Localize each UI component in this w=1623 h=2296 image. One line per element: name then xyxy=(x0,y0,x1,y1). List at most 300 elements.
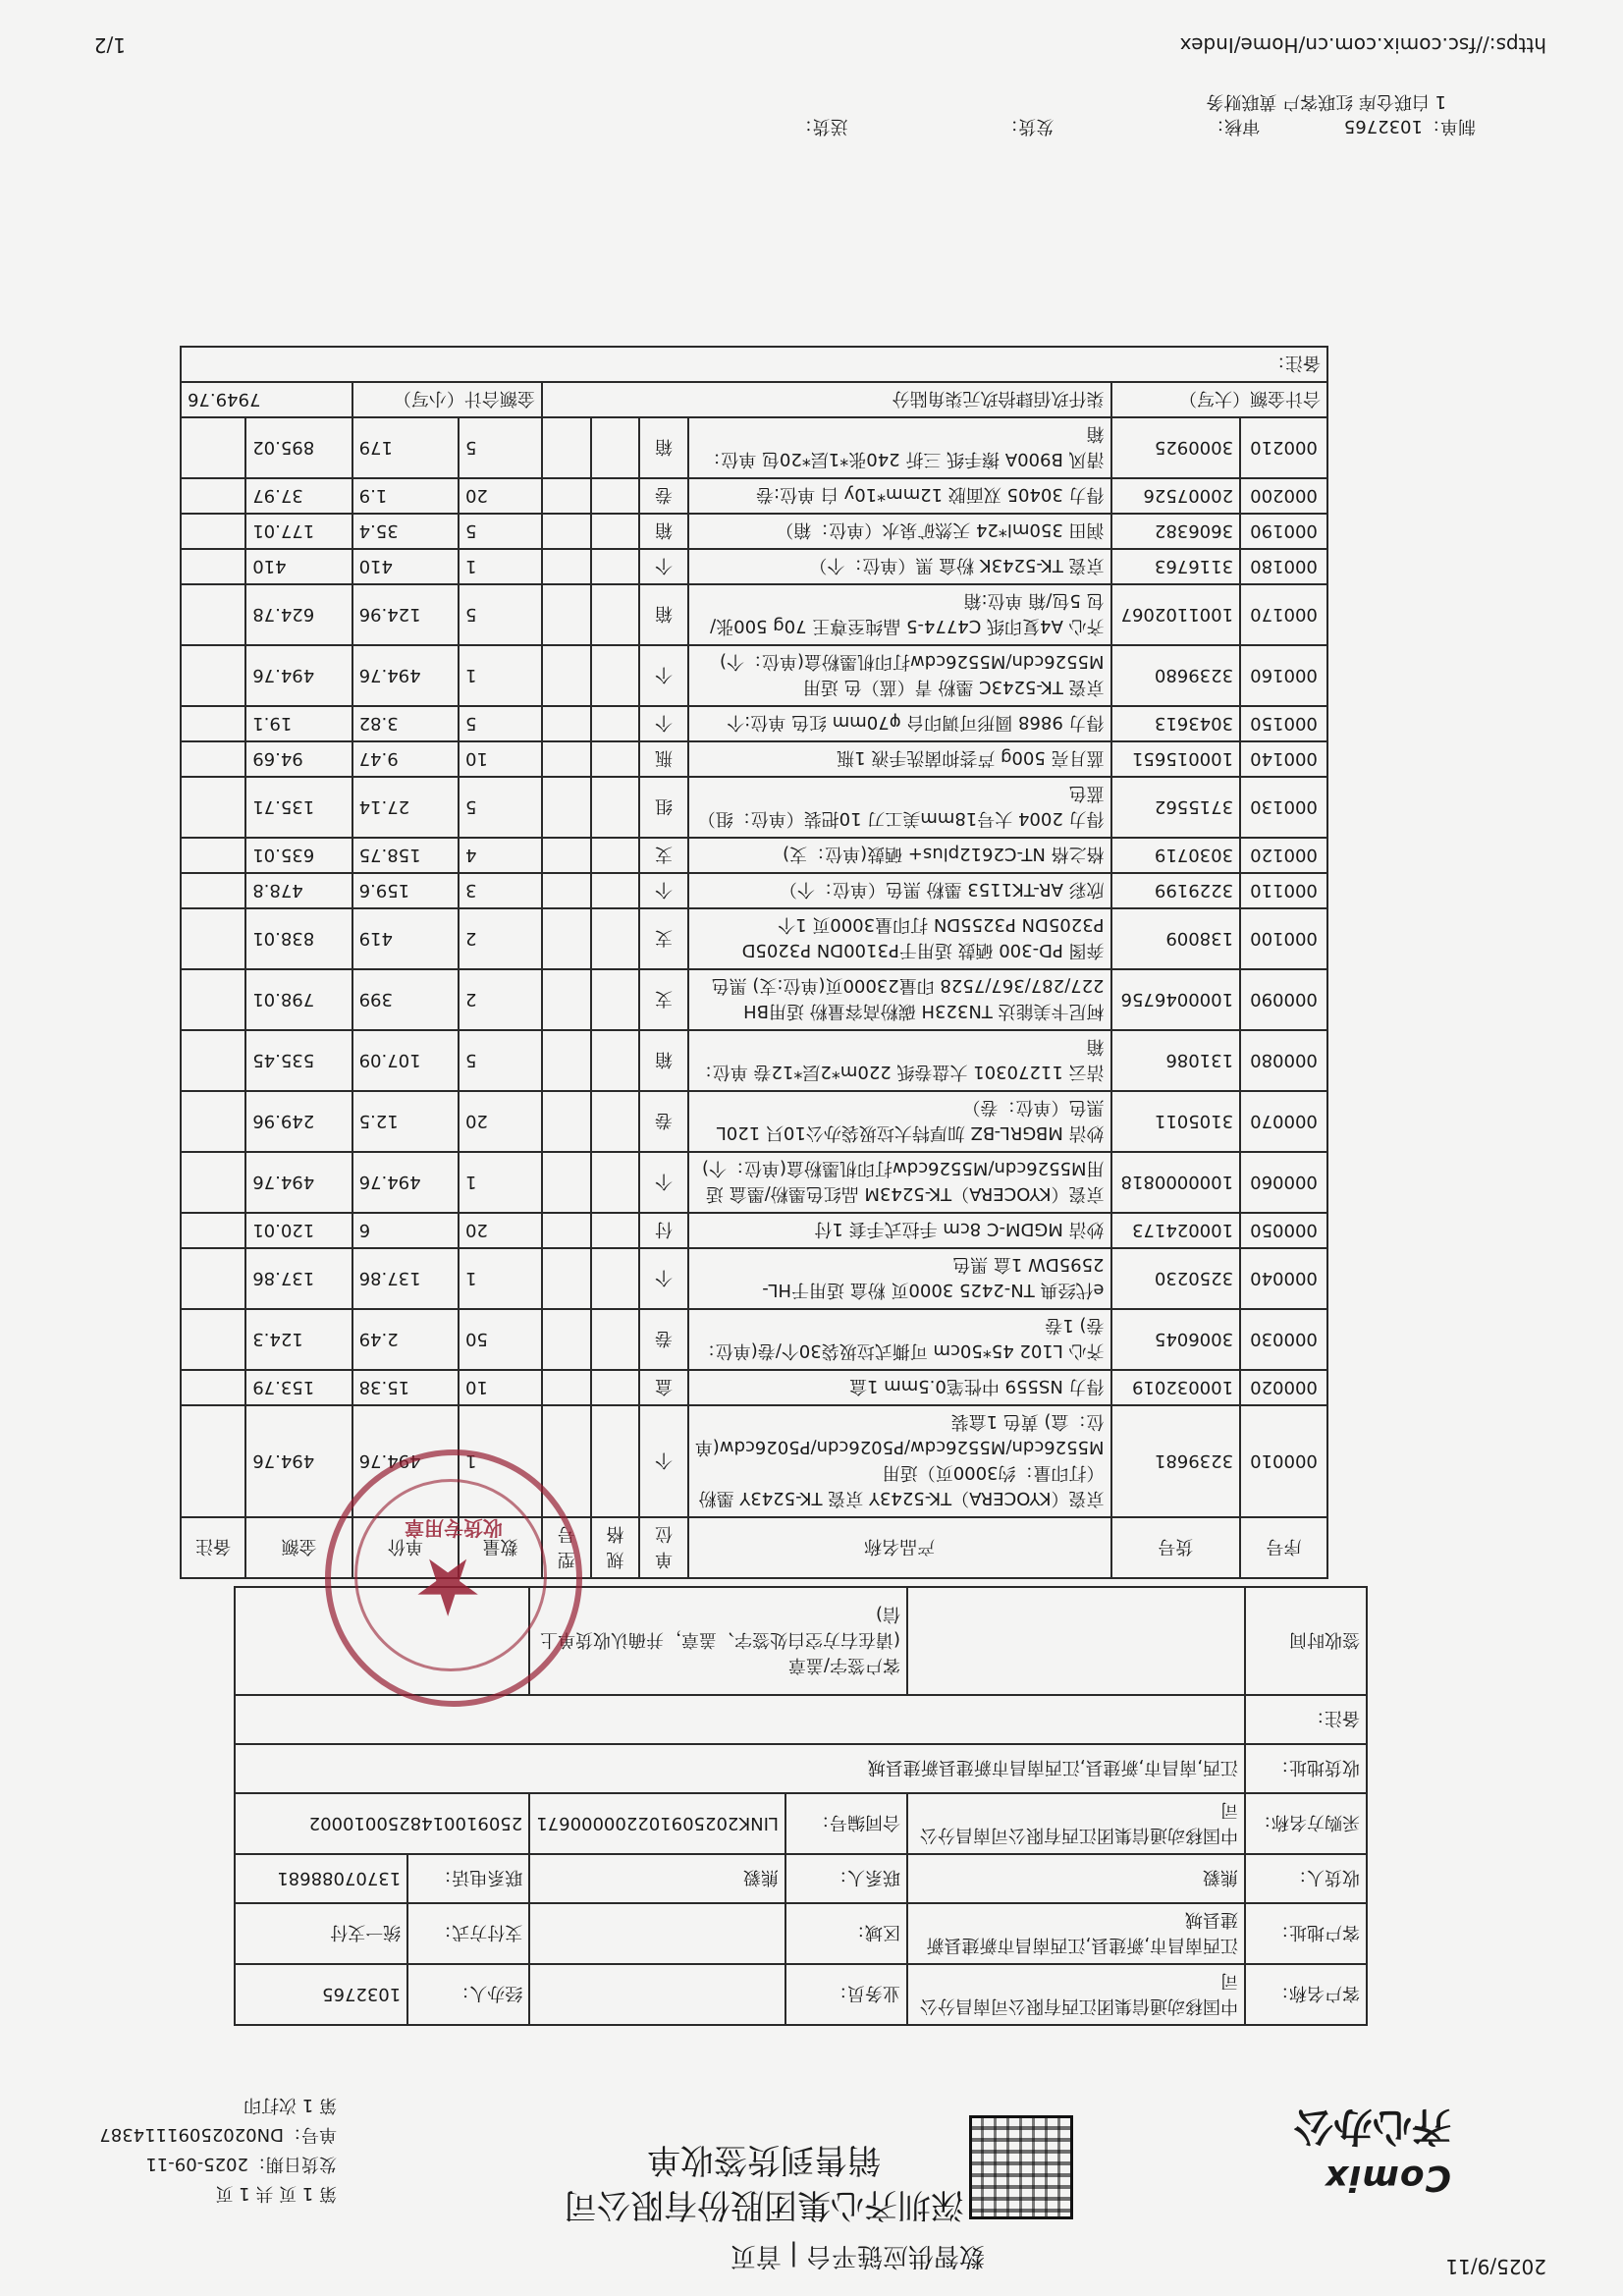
cell-unit: 个 xyxy=(639,645,688,706)
cell-seq: 000170 xyxy=(1240,584,1327,645)
table-row xyxy=(181,908,1327,969)
cell-price: 6 xyxy=(352,1213,459,1248)
cell-empty xyxy=(542,514,591,549)
cell-qty: 5 xyxy=(459,514,542,549)
cell-price: 27.14 xyxy=(352,777,459,838)
cell-price: 158.75 xyxy=(352,838,459,873)
doc-title: 销售到货签收单 xyxy=(647,2140,881,2179)
stamp-sub: 收货专用章 xyxy=(405,1516,503,1540)
cell-unit: 个 xyxy=(639,549,688,584)
cell-empty xyxy=(542,645,591,706)
remark-value xyxy=(235,1695,1245,1744)
cell-seq: 000050 xyxy=(1240,1213,1327,1248)
cell-amount: 494.76 xyxy=(245,1152,352,1213)
cell-empty xyxy=(181,1370,245,1405)
cell-price: 1.9 xyxy=(352,478,459,514)
cell-code: 3116763 xyxy=(1111,549,1241,584)
cell-seq: 000060 xyxy=(1240,1152,1327,1213)
cell-seq: 000210 xyxy=(1240,417,1327,478)
cell-qty: 1 xyxy=(459,1248,542,1309)
cell-empty xyxy=(591,873,640,908)
cell-empty xyxy=(181,584,245,645)
cell-empty xyxy=(591,549,640,584)
cell-empty xyxy=(542,1213,591,1248)
cell-empty xyxy=(181,706,245,741)
cell-price: 419 xyxy=(352,908,459,969)
cell-empty xyxy=(542,1248,591,1309)
cell-name: 欣彩 AR-TK1153 墨粉 黑色（单位：个） xyxy=(688,873,1111,908)
cell-price: 399 xyxy=(352,969,459,1030)
cell-amount: 494.76 xyxy=(245,1405,352,1517)
cell-seq: 000100 xyxy=(1240,908,1327,969)
pay-value: 统一支付 xyxy=(235,1903,407,1964)
cell-empty xyxy=(591,838,640,873)
cell-price: 494.76 xyxy=(352,645,459,706)
cell-qty: 1 xyxy=(459,549,542,584)
cell-code: 3105011 xyxy=(1111,1091,1241,1152)
cell-empty xyxy=(181,1213,245,1248)
salesman-label: 业务员： xyxy=(785,1964,907,2025)
cell-unit: 支 xyxy=(639,838,688,873)
shipper: 发货： xyxy=(1001,116,1055,137)
cell-empty xyxy=(591,478,640,514)
cell-empty xyxy=(542,838,591,873)
cell-empty xyxy=(181,1030,245,1091)
cell-empty xyxy=(181,549,245,584)
totals-remark-row xyxy=(181,347,1327,382)
cell-qty: 50 xyxy=(459,1309,542,1370)
cell-amount: 798.01 xyxy=(245,969,352,1030)
cell-seq: 000090 xyxy=(1240,969,1327,1030)
issue-date: 发货日期：2025-09-11 xyxy=(145,2154,337,2174)
table-row xyxy=(181,1248,1327,1309)
cell-amount: 410 xyxy=(245,549,352,584)
cell-price: 2.49 xyxy=(352,1309,459,1370)
cell-price: 15.38 xyxy=(352,1370,459,1405)
cell-price: 124.96 xyxy=(352,584,459,645)
cell-empty xyxy=(591,1309,640,1370)
table-row xyxy=(181,1152,1327,1213)
cell-code: 131086 xyxy=(1111,1030,1241,1091)
cell-amount: 19.1 xyxy=(245,706,352,741)
sign-note: (请在右方空白处签字、盖章，并确认收货单上信) xyxy=(539,1604,900,1650)
cell-qty: 2 xyxy=(459,969,542,1030)
cell-qty: 20 xyxy=(459,478,542,514)
table-row xyxy=(181,584,1327,645)
cell-amount: 249.96 xyxy=(245,1091,352,1152)
deliverer: 送货： xyxy=(794,116,848,137)
logo-cn: 齐心办公 xyxy=(1294,2104,1451,2149)
sign-area xyxy=(529,1587,907,1695)
col-spec: 规格 xyxy=(591,1517,640,1578)
cell-code: 3000925 xyxy=(1111,417,1241,478)
cell-name: 蓝月亮 500g 芦荟抑菌洗手液 1瓶 xyxy=(688,741,1111,777)
cell-code: 1000046756 xyxy=(1111,969,1241,1030)
cell-name: 奔图 PD-300 硒鼓 适用于P3100DN P3205D P3205DN P3255DN 打印量3000页 1个 xyxy=(688,908,1111,969)
cell-code: 1001102067 xyxy=(1111,584,1241,645)
ship-address-label: 收货地址： xyxy=(1245,1744,1367,1793)
cell-empty xyxy=(591,1405,640,1517)
qr-code-icon xyxy=(969,2115,1073,2219)
cell-price: 137.86 xyxy=(352,1248,459,1309)
cell-empty xyxy=(181,1152,245,1213)
cell-unit: 盒 xyxy=(639,1370,688,1405)
remark-label: 备注： xyxy=(1245,1695,1367,1744)
table-row xyxy=(181,706,1327,741)
cell-empty xyxy=(591,584,640,645)
cell-name: 京瓷（KYOCERA）TK-5243M 品红色墨粉/墨盒 适用M5526cdn/M5526cdw打印机墨粉盒(单位：个) xyxy=(688,1152,1111,1213)
cell-code: 20007526 xyxy=(1111,478,1241,514)
doc-meta xyxy=(99,2090,337,2208)
company-logo xyxy=(1255,2102,1451,2198)
cell-qty: 4 xyxy=(459,838,542,873)
cell-unit: 个 xyxy=(639,873,688,908)
cell-name: e代经典 TN-2425 3000页 粉盒 适用于HL-2595DW 1盒 黑色 xyxy=(688,1248,1111,1309)
receiver-label: 收货人： xyxy=(1245,1854,1367,1903)
cell-seq: 000040 xyxy=(1240,1248,1327,1309)
company-name: 深圳齐心集团股份有限公司 xyxy=(564,2185,964,2224)
cell-empty xyxy=(591,741,640,777)
sign-time-label: 签收时间 xyxy=(1245,1587,1367,1695)
table-row xyxy=(181,1370,1327,1405)
cell-amount: 124.3 xyxy=(245,1309,352,1370)
cell-name: 润田 350ml*24 天然矿泉水（单位：箱） xyxy=(688,514,1111,549)
cell-qty: 10 xyxy=(459,741,542,777)
cell-name: 妙洁 MBGRL-BZ 加厚特大垃圾袋办公10只 120L 黑色（单位：卷） xyxy=(688,1091,1111,1152)
cell-empty xyxy=(181,873,245,908)
company-stamp xyxy=(325,1449,582,1707)
table-row xyxy=(181,1091,1327,1152)
cell-name: 得力 9868 圆形可调印台 φ70mm 红色 单位:个 xyxy=(688,706,1111,741)
cell-unit: 箱 xyxy=(639,1030,688,1091)
cell-empty xyxy=(181,741,245,777)
sign-label: 客户签字/盖章 xyxy=(787,1655,900,1675)
cell-empty xyxy=(591,417,640,478)
cell-seq: 000180 xyxy=(1240,549,1327,584)
cell-amount: 94.69 xyxy=(245,741,352,777)
contract-value: LINK202509102200000671 xyxy=(529,1793,785,1854)
cell-unit: 个 xyxy=(639,706,688,741)
cell-empty xyxy=(181,1091,245,1152)
star-icon: ★ xyxy=(412,1541,483,1632)
phone-label: 联系电话： xyxy=(407,1854,529,1903)
totals-row xyxy=(181,382,1327,417)
cell-seq: 000130 xyxy=(1240,777,1327,838)
col-name: 产品名称 xyxy=(688,1517,1111,1578)
cell-amount: 478.8 xyxy=(245,873,352,908)
cell-empty xyxy=(542,873,591,908)
cell-amount: 635.01 xyxy=(245,838,352,873)
cell-unit: 卷 xyxy=(639,478,688,514)
table-row xyxy=(181,417,1327,478)
cell-empty xyxy=(591,908,640,969)
contract-label: 合同编号： xyxy=(785,1793,907,1854)
cell-empty xyxy=(591,645,640,706)
cell-empty xyxy=(181,777,245,838)
cell-code: 100032019 xyxy=(1111,1370,1241,1405)
cell-empty xyxy=(591,1213,640,1248)
total-lower-label: 金额合计（小写） xyxy=(352,382,542,417)
cell-empty xyxy=(591,969,640,1030)
contact-value: 熊毅 xyxy=(529,1854,785,1903)
table-row xyxy=(181,777,1327,838)
cell-unit: 箱 xyxy=(639,514,688,549)
cell-price: 9.47 xyxy=(352,741,459,777)
cell-amount: 624.78 xyxy=(245,584,352,645)
browser-url: https://fsc.comix.com.cn/Home/Index xyxy=(1179,33,1546,57)
items-table xyxy=(180,346,1328,1579)
cell-empty xyxy=(181,417,245,478)
cell-unit: 箱 xyxy=(639,584,688,645)
cell-name: 齐心 A4复印纸 C4774-5 晶纯至尊王 70g 500张/包 5包/箱 单位:箱 xyxy=(688,584,1111,645)
cell-seq: 000030 xyxy=(1240,1309,1327,1370)
cell-name: 妙洁 MGDM-C 8cm 手拉式手套 1付 xyxy=(688,1213,1111,1248)
cell-amount: 153.79 xyxy=(245,1370,352,1405)
cell-price: 494.76 xyxy=(352,1152,459,1213)
browser-date: 2025/9/11 xyxy=(1445,2255,1546,2278)
cell-qty: 1 xyxy=(459,1152,542,1213)
table-row xyxy=(181,514,1327,549)
cell-unit: 支 xyxy=(639,908,688,969)
cell-qty: 2 xyxy=(459,908,542,969)
handler-label: 经办人： xyxy=(407,1964,529,2025)
table-row xyxy=(181,969,1327,1030)
cell-unit: 卷 xyxy=(639,1091,688,1152)
col-qty: 数量 xyxy=(459,1517,542,1578)
cell-qty: 5 xyxy=(459,1030,542,1091)
cell-code: 100024173 xyxy=(1111,1213,1241,1248)
customer-value: 中国移动通信集团江西有限公司南昌分公司 xyxy=(907,1964,1245,2025)
cell-seq: 000200 xyxy=(1240,478,1327,514)
cell-price: 410 xyxy=(352,549,459,584)
cell-name: 京瓷（KYOCERA）TK-5243Y 京瓷 TK-5243Y 墨粉（打印量：约3000页）适用M5526cdn/M5526cdw/P5026cdn/P5026cdw(单位：盒) 黄色 1盒装 xyxy=(688,1405,1111,1517)
cell-empty xyxy=(181,969,245,1030)
cell-empty xyxy=(542,777,591,838)
print-count: 第 1 次打印 xyxy=(243,2095,337,2115)
doc-heading xyxy=(558,2137,970,2227)
cell-empty xyxy=(542,549,591,584)
col-code: 货号 xyxy=(1111,1517,1241,1578)
ship-address-value: 江西,南昌市,新建县,江西南昌市新建县新建县城 xyxy=(235,1744,1245,1793)
salesman-value xyxy=(529,1964,785,2025)
total-lower-value: 7949.76 xyxy=(181,382,352,417)
cell-code: 1000000818 xyxy=(1111,1152,1241,1213)
cell-price: 494.76 xyxy=(352,1405,459,1517)
cell-code: 3239680 xyxy=(1111,645,1241,706)
cell-amount: 137.86 xyxy=(245,1248,352,1309)
handler-value: 1032765 xyxy=(235,1964,407,2025)
cell-qty: 5 xyxy=(459,584,542,645)
cell-qty: 1 xyxy=(459,1405,542,1517)
cell-unit: 瓶 xyxy=(639,741,688,777)
cell-code: 3043613 xyxy=(1111,706,1241,741)
cell-qty: 5 xyxy=(459,417,542,478)
cell-name: 格之格 NT-C2612plus+ 硒鼓(单位：支) xyxy=(688,838,1111,873)
cell-code: 3606382 xyxy=(1111,514,1241,549)
totals-remark: 备注： xyxy=(181,347,1327,382)
col-color: 型号 xyxy=(542,1517,591,1578)
doc-number: 单号：DN02025091114387 xyxy=(99,2124,337,2145)
cell-empty xyxy=(591,777,640,838)
cell-seq: 000120 xyxy=(1240,838,1327,873)
cell-empty xyxy=(542,969,591,1030)
cell-code: 138009 xyxy=(1111,908,1241,969)
cell-empty xyxy=(591,1091,640,1152)
receiver-value: 熊毅 xyxy=(907,1854,1245,1903)
table-row xyxy=(181,838,1327,873)
cell-empty xyxy=(542,584,591,645)
cell-qty: 5 xyxy=(459,777,542,838)
cell-seq: 000020 xyxy=(1240,1370,1327,1405)
cell-empty xyxy=(591,1152,640,1213)
cell-empty xyxy=(591,514,640,549)
sign-time-value xyxy=(907,1587,1245,1695)
total-upper-label: 合计金额（大写） xyxy=(1111,382,1327,417)
col-amount: 金额 xyxy=(245,1517,352,1578)
cell-qty: 5 xyxy=(459,706,542,741)
table-row xyxy=(181,1030,1327,1091)
cell-empty xyxy=(181,478,245,514)
browser-page-count: 1/2 xyxy=(93,33,126,57)
cell-name: 得力 30405 双面胶 12mm*10y 白 单位:卷 xyxy=(688,478,1111,514)
cell-code: 100015651 xyxy=(1111,741,1241,777)
table-row xyxy=(181,478,1327,514)
buyer-value: 中国移动通信集团江西有限公司南昌分公司 xyxy=(907,1793,1245,1854)
cell-unit: 支 xyxy=(639,969,688,1030)
cell-empty xyxy=(591,1248,640,1309)
reviewer: 审核： xyxy=(1207,116,1261,137)
cell-empty xyxy=(542,1370,591,1405)
cell-unit: 卷 xyxy=(639,1309,688,1370)
cell-price: 159.6 xyxy=(352,873,459,908)
customer-label: 客户名称： xyxy=(1245,1964,1367,2025)
cell-empty xyxy=(542,1152,591,1213)
cell-unit: 个 xyxy=(639,1152,688,1213)
cell-price: 35.4 xyxy=(352,514,459,549)
cell-amount: 120.01 xyxy=(245,1213,352,1248)
col-note: 备注 xyxy=(181,1517,245,1578)
cell-amount: 895.02 xyxy=(245,417,352,478)
cell-empty xyxy=(542,908,591,969)
cell-qty: 10 xyxy=(459,1370,542,1405)
cell-name: 京瓷 TK-5243C 墨粉 青（蓝）色 适用M5526cdn/M5526cdw打印机墨粉盒(单位：个) xyxy=(688,645,1111,706)
contact-label: 联系人： xyxy=(785,1854,907,1903)
table-row xyxy=(181,1309,1327,1370)
table-row xyxy=(181,741,1327,777)
cell-name: 得力 NS559 中性笔0.5mm 1盒 xyxy=(688,1370,1111,1405)
cell-price: 179 xyxy=(352,417,459,478)
cell-code: 3006045 xyxy=(1111,1309,1241,1370)
cell-name: 京瓷 TK-5243K 粉盒 黑（单位：个） xyxy=(688,549,1111,584)
cell-seq: 000110 xyxy=(1240,873,1327,908)
cell-amount: 494.76 xyxy=(245,645,352,706)
cell-name: 清风 B900A 擦手纸 三折 240张*1层*20包 单位：箱 xyxy=(688,417,1111,478)
cell-unit: 个 xyxy=(639,1405,688,1517)
table-row xyxy=(181,645,1327,706)
cell-empty xyxy=(181,838,245,873)
cell-seq: 000140 xyxy=(1240,741,1327,777)
browser-page-title: 数智供应链平台 | 首页 xyxy=(730,2241,985,2270)
cell-name: 得力 2004 大号18mm美工刀 10把装（单位：组）蓝色 xyxy=(688,777,1111,838)
copy-note: 1 白联仓库 红联客户 黄联财务 xyxy=(1206,91,1446,112)
region-label: 区域： xyxy=(785,1903,907,1964)
cell-name: 洁云 11270301 大盘卷纸 220m*2层*12卷 单位：箱 xyxy=(688,1030,1111,1091)
cell-unit: 付 xyxy=(639,1213,688,1248)
phone-value: 13707088681 xyxy=(235,1854,407,1903)
col-seq: 序号 xyxy=(1240,1517,1327,1578)
cell-empty xyxy=(542,706,591,741)
cell-empty xyxy=(181,1309,245,1370)
cell-code: 3715562 xyxy=(1111,777,1241,838)
cell-name: 齐心 L102 45*50cm 可撕式垃圾袋30个/卷(单位：卷) 1卷 xyxy=(688,1309,1111,1370)
cell-amount: 37.97 xyxy=(245,478,352,514)
cell-seq: 000160 xyxy=(1240,645,1327,706)
page-info: 第 1 页 共 1 页 xyxy=(215,2183,337,2204)
cell-unit: 组 xyxy=(639,777,688,838)
cell-price: 3.82 xyxy=(352,706,459,741)
cell-empty xyxy=(542,1030,591,1091)
cell-amount: 135.71 xyxy=(245,777,352,838)
cell-empty xyxy=(181,1248,245,1309)
total-upper-value: 柒仟玖佰肆拾玖元柒角陆分 xyxy=(542,382,1111,417)
cell-empty xyxy=(542,1091,591,1152)
cell-seq: 000190 xyxy=(1240,514,1327,549)
cell-amount: 838.01 xyxy=(245,908,352,969)
cell-empty xyxy=(542,1309,591,1370)
cell-name: 柯尼卡美能达 TN323H 碳粉高容量粉 适用BH 227/287/367/7528 印量23000页(单位:支) 黑色 xyxy=(688,969,1111,1030)
footer-signatures xyxy=(795,115,1476,140)
address-label: 客户地址： xyxy=(1245,1903,1367,1964)
cell-code: 3250230 xyxy=(1111,1248,1241,1309)
col-unit: 单位 xyxy=(639,1517,688,1578)
cell-unit: 个 xyxy=(639,1248,688,1309)
col-price: 单价 xyxy=(352,1517,459,1578)
cell-empty xyxy=(181,645,245,706)
cell-empty xyxy=(181,514,245,549)
cell-qty: 20 xyxy=(459,1213,542,1248)
cell-price: 12.5 xyxy=(352,1091,459,1152)
cell-empty xyxy=(542,478,591,514)
cell-empty xyxy=(591,1030,640,1091)
order-number: 2509100148250010002 xyxy=(235,1793,529,1854)
cell-empty xyxy=(591,1370,640,1405)
cell-code: 3030719 xyxy=(1111,838,1241,873)
cell-seq: 000070 xyxy=(1240,1091,1327,1152)
maker: 制单：1032765 xyxy=(1343,116,1476,137)
cell-empty xyxy=(181,908,245,969)
cell-amount: 535.45 xyxy=(245,1030,352,1091)
cell-seq: 000010 xyxy=(1240,1405,1327,1517)
cell-amount: 177.01 xyxy=(245,514,352,549)
cell-seq: 000150 xyxy=(1240,706,1327,741)
region-value xyxy=(529,1903,785,1964)
cell-unit: 箱 xyxy=(639,417,688,478)
cell-empty xyxy=(542,741,591,777)
logo-en: Comix xyxy=(1324,2158,1451,2198)
address-value: 江西南昌市,新建县,江西南昌市新建县新建县城 xyxy=(907,1903,1245,1964)
cell-empty xyxy=(591,706,640,741)
cell-qty: 20 xyxy=(459,1091,542,1152)
pay-label: 支付方式： xyxy=(407,1903,529,1964)
cell-seq: 000080 xyxy=(1240,1030,1327,1091)
cell-qty: 3 xyxy=(459,873,542,908)
buyer-label: 采购方名称： xyxy=(1245,1793,1367,1854)
cell-code: 3229199 xyxy=(1111,873,1241,908)
cell-code: 3239681 xyxy=(1111,1405,1241,1517)
table-row xyxy=(181,549,1327,584)
cell-qty: 1 xyxy=(459,645,542,706)
cell-empty xyxy=(181,1405,245,1517)
